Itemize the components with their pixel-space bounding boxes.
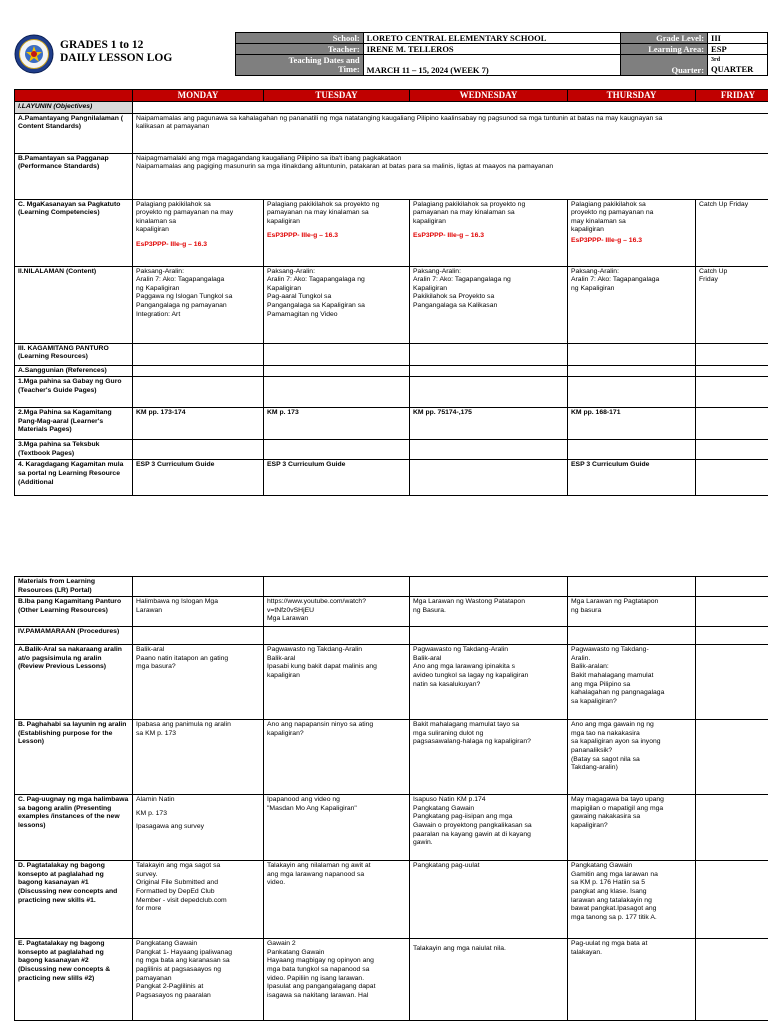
learning-area-value: ESP — [708, 44, 768, 55]
performance-standards-label: B.Pamantayan sa Pagganap (Performance Standards) — [15, 153, 133, 199]
purpose-thursday — [568, 720, 696, 795]
quarter-text: QUARTER — [711, 64, 754, 74]
catch-up-friday: Catch Up Friday — [699, 200, 749, 208]
additional-materials-monday: ESP 3 Curriculum Guide — [133, 460, 264, 496]
nilalaman-friday — [696, 266, 768, 343]
cell-text: Pag-uulat ng mga bata at talakayan. — [571, 940, 648, 956]
competencies-tuesday — [264, 199, 410, 266]
grade-level-value: III — [708, 33, 768, 44]
cell-text: May magagawa ba tayo upang mapigilan o mapatigil ang mga gawaing nakakasira sa kapaligiran? — [571, 796, 664, 829]
cell-text: Bakit mahalagang mamulat tayo sa mga suliraning dulot ng pagsasawalang-halaga ng kapaligiran? — [413, 721, 531, 746]
nilalaman-tuesday — [264, 266, 410, 343]
purpose-monday — [133, 720, 264, 795]
learners-materials-monday: KM pp. 173-174 — [133, 408, 264, 440]
teacher-value: IRENE M. TELLEROS — [363, 44, 621, 55]
cell-text: Talakayin ang mga sagot sa survey. Original File Submitted and Formatted by DepEd Club Member - visit depedclub.com for more — [136, 862, 227, 913]
competency-code: EsP3PPP- IIIe-g – 16.3 — [413, 232, 485, 240]
competency-text: Palagiang pakikilahok sa proyekto ng pamayanan na may kinalaman sa kapaligiran — [571, 200, 654, 234]
textbook-label: 3.Mga pahina sa Teksbuk (Textbook Pages) — [15, 440, 133, 460]
learning-area-label: Learning Area: — [621, 44, 708, 55]
header-info-table — [235, 32, 768, 76]
learners-materials-thursday: KM pp. 168-171 — [568, 408, 696, 440]
purpose-wednesday — [410, 720, 568, 795]
nilalaman-text: Paksang-Aralin: Aralin 7: Ako: Tagapangalaga ng Kapaligiran Paggawa ng Islogan Tungkol sa Pangangalaga ng pamayanan Integration: Art — [136, 267, 233, 318]
new-concepts-2-monday — [133, 939, 264, 1021]
kagamitan-label: III. KAGAMITANG PANTURO (Learning Resources) — [15, 343, 133, 365]
cell-text: Paano natin itatapon an gating mga basura? — [136, 654, 229, 671]
teaching-dates-value: MARCH 11 – 15, 2024 (WEEK 7) — [363, 55, 621, 76]
cell-text: Pagwawasto ng Takdang- Aralin. Balik-aralan: Bakit mahalagang mamulat ang mga Pilipino sa kahalagahan ng pangnagalaga sa kapaligiran? — [571, 646, 665, 705]
cell-text: Gawain 2 Pankatang Gawain Hayaang magbigay ng opinyon ang mga bata tungkol sa napanood sa video. Papiliin ng isang larawan. Ipasulat ang pangangalagang dapat isagawa sa nakitang larawan. Hal — [267, 940, 376, 999]
competencies-monday — [133, 199, 264, 266]
title-grades: GRADES 1 to 12 — [60, 39, 144, 51]
cell-text: Pagwawasto ng Takdang-Aralin Balik-aral Ipasabi kung bakit dapat malinis ang kapaligiran — [267, 646, 377, 679]
new-concepts-1-wednesday — [410, 861, 568, 939]
competency-text: Palagiang pakikilahok sa proyekto ng pamayanan na may kinalaman sa kapaligiran — [413, 200, 526, 225]
sanggunian-label: A.Sanggunian (References) — [15, 365, 133, 377]
deped-seal-logo — [14, 34, 54, 74]
examples-tuesday — [264, 795, 410, 861]
new-concepts-2-wednesday — [410, 939, 568, 1021]
additional-materials-tuesday: ESP 3 Curriculum Guide — [264, 460, 410, 496]
catch-up-friday: Catch Up Friday — [699, 267, 728, 284]
cell-text: Talakayin ang nilalaman ng awit at ang mga larawang napanood sa video. — [267, 862, 371, 887]
cell-text: Alamin Natin — [136, 796, 175, 804]
day-header-tuesday: TUESDAY — [264, 90, 410, 102]
cell-text: Talakayin ang mga naiulat nila. — [413, 945, 506, 953]
examples-thursday — [568, 795, 696, 861]
lesson-table-page2 — [14, 576, 768, 1021]
day-header-wednesday: WEDNESDAY — [410, 90, 568, 102]
pamamaraan-label: IV.PAMAMARAAN (Procedures) — [15, 627, 133, 645]
review-label: A.Balik-Aral sa nakaraang aralin at/o pagsisimula ng aralin (Review Previous Lessons) — [15, 645, 133, 720]
competency-code: EsP3PPP- IIIe-g – 16.3 — [136, 240, 208, 248]
other-resources-wednesday — [410, 597, 568, 627]
learners-materials-tuesday: KM p. 173 — [264, 408, 410, 440]
teaching-dates-label-line1: Teaching Dates and — [288, 55, 360, 65]
grade-level-label: Grade Level: — [621, 33, 708, 44]
quarter-label: Quarter: — [621, 55, 708, 76]
review-monday — [133, 645, 264, 720]
learners-materials-wednesday: KM pp. 75174-,175 — [410, 408, 568, 440]
cell-text: Ipabasa ang panimula ng aralin sa KM p. 173 — [136, 721, 231, 737]
cell-text: Pagwawasto ng Takdang-Aralin Balik-aral Ano ang mga larawang ipinakita s avideo tungkol sa lagay ng kapaligiran natin sa kasalukuyan? — [413, 646, 529, 688]
competency-text: Palagiang pakikilahok sa proyekto ng pamayanan na may kinalaman sa kapaligiran — [136, 200, 234, 234]
new-concepts-2-tuesday — [264, 939, 410, 1021]
teaching-dates-label — [236, 55, 364, 76]
competency-text: Palagiang pakikilahok sa proyekto ng pamayanan na may kinalaman sa kapaligiran — [267, 200, 380, 225]
nilalaman-thursday — [568, 266, 696, 343]
teacher-label: Teacher: — [236, 44, 364, 55]
cell-text: Pangkatang pag-uulat — [413, 862, 480, 870]
other-resources-tuesday[interactable] — [264, 597, 410, 627]
lr-portal-label: Materials from Learning Resources (LR) Portal) — [15, 577, 133, 597]
review-tuesday — [264, 645, 410, 720]
nilalaman-label: II.NILALAMAN (Content) — [15, 266, 133, 343]
cell-text: Halimbawa ng Islogan Mga Larawan — [136, 598, 218, 614]
cell-text: KM p. 173 — [136, 809, 167, 817]
school-label: School: — [236, 33, 364, 44]
other-resources-monday — [133, 597, 264, 627]
nilalaman-text: Paksang-Aralin: Aralin 7: Ako: Tagapangalaga ng Kapaligiran Pag-aaral Tungkol sa Pangangalaga sa Kapaligiran sa Pamamagitan ng Video — [267, 267, 365, 318]
cell-text: Ipapanood ang video ng "Masdan Mo Ang Kapaligiran" — [267, 796, 357, 812]
purpose-tuesday — [264, 720, 410, 795]
cell-text: Isapuso Natin KM p.174 Pangkatang Gawain Pangkatang pag-iisipan ang mga Gawain o proyektong pangkalikasan sa paaralan na kayang gawin at di kayang gawin. — [413, 796, 532, 847]
cell-text: Pangkatang Gawain Gamitin ang mga larawan na sa KM p. 176 Hatiin sa 5 pangkat ang klase. Isang larawan ang tatalakayin ng bawat pangkat.Ipasagot ang mga tanong sa p. 177 titik A. — [571, 862, 658, 921]
other-resources-label: B.Iba pang Kagamitang Panturo (Other Learning Resources) — [15, 597, 133, 627]
examples-label: C. Pag-uugnay ng mga halimbawa sa bagong aralin (Presenting examples /instances of the new lessons) — [15, 795, 133, 861]
competency-code: EsP3PPP- IIIe-g – 16.3 — [267, 232, 339, 240]
competency-code: EsP3PPP- IIIe-g – 16.3 — [571, 236, 643, 244]
log-title — [60, 39, 172, 65]
competencies-label: C. MgaKasanayan sa Pagkatuto (Learning Competencies) — [15, 199, 133, 266]
examples-monday — [133, 795, 264, 861]
cell-text: Mga Larawan ng Pagtatapon ng basura — [571, 598, 659, 614]
competencies-wednesday — [410, 199, 568, 266]
youtube-link[interactable]: https://www.youtube.com/watch? v=tNfz0vSHjEU Mga Larawan — [267, 598, 366, 623]
content-standards-cell — [133, 113, 768, 153]
lesson-log-header — [14, 32, 768, 78]
layunin-cell — [133, 102, 768, 114]
additional-materials-label: 4. Karagdagang Kagamitan mula sa portal ng Learning Resource (Additional — [15, 460, 133, 496]
additional-materials-thursday: ESP 3 Curriculum Guide — [568, 460, 696, 496]
examples-wednesday — [410, 795, 568, 861]
teaching-dates-label-line2: Time: — [338, 64, 360, 74]
review-thursday — [568, 645, 696, 720]
day-header-blank — [15, 90, 133, 102]
cell-text: Ano ang napapansin ninyo sa ating kapaligiran? — [267, 721, 374, 737]
cell-text: Ano ang mga gawain ng ng mga tao na nakakasira sa kapaligiran ayon sa inyong pananaliksik? (Batay sa sagot nila sa Takdang-aralin) — [571, 721, 661, 772]
title-daily-lesson-log: DAILY LESSON LOG — [60, 52, 173, 64]
day-header-thursday: THURSDAY — [568, 90, 696, 102]
teachers-guide-label: 1.Mga pahina sa Gabay ng Guro (Teacher's Guide Pages) — [15, 377, 133, 408]
layunin-label: I.LAYUNIN (Objectives) — [15, 102, 133, 114]
content-standards-text: Naipamamalas ang pagunawa sa kahalagahan ng pananatili ng mga natatanging kaugaliang Pilipino kaalinsabay ng pagsunod sa mga tuntunin at batas na may kaugnayan sa — [136, 114, 663, 122]
nilalaman-wednesday — [410, 266, 568, 343]
quarter-ordinal: 3rd — [711, 57, 721, 63]
cell-text: Ipasagawa ang survey — [136, 823, 205, 831]
performance-standards-cell — [133, 153, 768, 199]
review-wednesday — [410, 645, 568, 720]
new-concepts-1-thursday — [568, 861, 696, 939]
cell-text: Pangkatang Gawain Pangkat 1- Hayaang ipaliwanag ng mga bata ang karanasan sa paglilinis at pagsasaayos ng pamayanan Pangkat 2-Paglilinis at Pagsasayos ng paaralan — [136, 940, 232, 999]
school-value: LORETO CENTRAL ELEMENTARY SCHOOL — [363, 33, 621, 44]
competencies-thursday — [568, 199, 696, 266]
performance-standards-text-2: Naipamamalas ang pagiging masunurin sa mga itinakdang alituntunin, patakaran at batas para sa malinis, ligtas at maayos na pamayanan — [136, 163, 554, 171]
new-concepts-1-label: D. Pagtatalakay ng bagong konsepto at paglalahad ng bagong kasanayan #1 (Discussing new concepts and practicing new skills #1. — [15, 861, 133, 939]
cell-text: Balik-aral — [136, 646, 165, 654]
nilalaman-monday — [133, 266, 264, 343]
performance-standards-text-1: Naipagmamalaki ang mga magagandang kaugaliang Pilipino sa iba't ibang pagkakataon — [136, 154, 402, 162]
nilalaman-text: Paksang-Aralin: Aralin 7: Ako: Tagapangalaga ng Kapaligiran Pakikilahok sa Proyekto sa Pangangalaga sa Kalikasan — [413, 267, 511, 309]
new-concepts-1-tuesday — [264, 861, 410, 939]
day-header-monday: MONDAY — [133, 90, 264, 102]
content-standards-label: A.Pamantayang Pangnilalaman ( Content Standards) — [15, 113, 133, 153]
new-concepts-1-monday — [133, 861, 264, 939]
new-concepts-2-thursday — [568, 939, 696, 1021]
quarter-value — [708, 55, 768, 76]
nilalaman-text: Paksang-Aralin: Aralin 7: Ako: Tagapangalaga ng Kapaligiran — [571, 267, 660, 292]
competencies-friday — [696, 199, 768, 266]
other-resources-thursday — [568, 597, 696, 627]
cell-text: Mga Larawan ng Wastong Patatapon ng Basura. — [413, 598, 525, 614]
lesson-table-page1 — [14, 89, 768, 496]
content-standards-text-2: kalikasan at pamayanan — [136, 123, 210, 131]
purpose-label: B. Paghahabi sa layunin ng aralin (Establishing purpose for the Lesson) — [15, 720, 133, 795]
learners-materials-label: 2.Mga Pahina sa Kagamitang Pang-Mag-aaral (Learner's Materials Pages) — [15, 408, 133, 440]
new-concepts-2-label: E. Pagtatalakay ng bagong konsepto at paglalahad ng bagong kasanayan #2 (Discussing new concepts & practicing new slills #2) — [15, 939, 133, 1021]
day-header-friday: FRIDAY — [696, 90, 768, 102]
